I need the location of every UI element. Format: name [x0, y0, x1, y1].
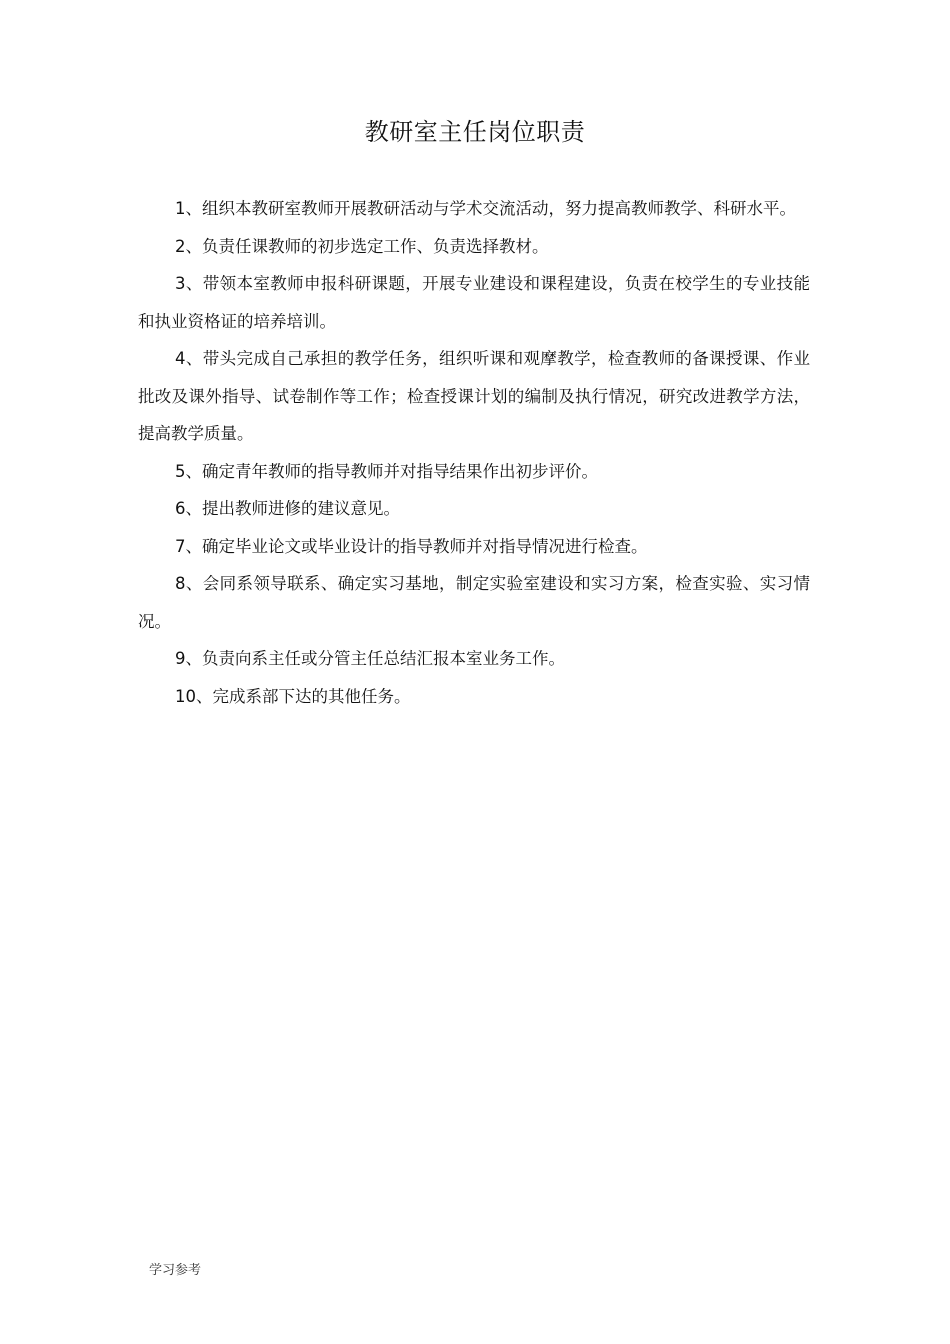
- duty-item-9: 9、负责向系主任或分管主任总结汇报本室业务工作。: [175, 649, 565, 668]
- duty-item-7: 7、确定毕业论文或毕业设计的指导教师并对指导情况进行检查。: [175, 536, 648, 556]
- duty-item-3: 3、带领本室教师申报科研课题，开展专业建设和课程建设，负责在校学生的专业技能和执业资格证的培养培训。: [138, 274, 810, 331]
- duty-item-10: 10、完成系部下达的其他任务。: [175, 686, 411, 706]
- footer-note: 学习参考: [149, 1263, 202, 1278]
- duty-item-2: 2、负责任课教师的初步选定工作、负责选择教材。: [175, 236, 549, 256]
- duty-item-1: 1、组织本教研室教师开展教研活动与学术交流活动，努力提高教师教学、科研水平。: [175, 199, 796, 218]
- duty-item-5: 5、确定青年教师的指导教师并对指导结果作出初步评价。: [175, 461, 598, 481]
- duty-item-8: 8、会同系领导联系、确定实习基地，制定实验室建设和实习方案，检查实验、实习情况。: [138, 574, 810, 631]
- document-title: 教研室主任岗位职责: [364, 118, 586, 146]
- duty-item-4: 4、带头完成自己承担的教学任务，组织听课和观摩教学，检查教师的备课授课、作业批改及课外指导、试卷制作等工作；检查授课计划的编制及执行情况，研究改进教学方法，提高教学质量。: [138, 349, 810, 443]
- duty-list: [138, 190, 810, 715]
- duty-item-6: 6、提出教师进修的建议意见。: [175, 499, 400, 518]
